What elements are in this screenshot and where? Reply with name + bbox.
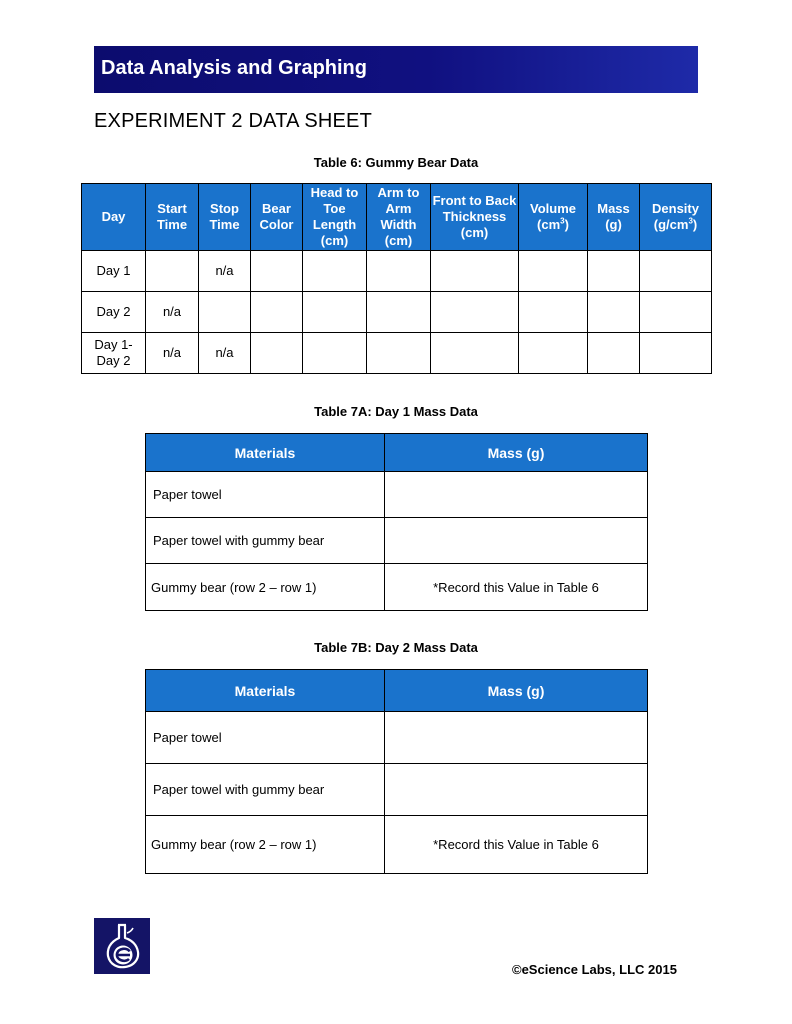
volume-label: Volume (cm: [530, 201, 576, 232]
table-cell[interactable]: [519, 251, 588, 292]
table-cell: Day 1- Day 2: [82, 333, 146, 374]
col-header-materials: Materials: [146, 434, 385, 472]
col-header-stop-time: Stop Time: [199, 184, 251, 251]
day1-mass-table: [145, 433, 648, 611]
col-header-materials: Materials: [146, 670, 385, 712]
table-cell[interactable]: [431, 333, 519, 374]
table-cell: n/a: [146, 292, 199, 333]
table-cell: Day 2: [82, 292, 146, 333]
table-cell[interactable]: [303, 333, 367, 374]
gummy-bear-data-table: [81, 183, 712, 374]
col-header-width: Arm to Arm Width (cm): [367, 184, 431, 251]
col-header-day: Day: [82, 184, 146, 251]
col-header-length: Head to Toe Length (cm): [303, 184, 367, 251]
col-header-start-time: Start Time: [146, 184, 199, 251]
mass-cell[interactable]: [385, 712, 648, 764]
copyright-text: ©eScience Labs, LLC 2015: [512, 962, 677, 977]
table-cell[interactable]: [431, 292, 519, 333]
table-row: [146, 518, 648, 564]
day2-mass-table: [145, 669, 648, 874]
table7b-caption: Table 7B: Day 2 Mass Data: [314, 640, 478, 655]
table-cell[interactable]: [251, 333, 303, 374]
table-cell[interactable]: [146, 251, 199, 292]
table-cell[interactable]: [367, 333, 431, 374]
density-label-end: ): [692, 217, 698, 232]
volume-exponent: 3: [560, 216, 565, 226]
table-row: [146, 816, 648, 874]
section-banner: [94, 46, 698, 93]
table-cell[interactable]: [588, 333, 640, 374]
col-header-volume: [519, 184, 588, 251]
table-cell[interactable]: [431, 251, 519, 292]
table-row: [82, 333, 712, 374]
table6-caption: Table 6: Gummy Bear Data: [313, 155, 479, 170]
table-cell[interactable]: [588, 251, 640, 292]
mass-cell[interactable]: *Record this Value in Table 6: [385, 816, 648, 874]
col-header-bear-color: Bear Color: [251, 184, 303, 251]
table-row: [146, 472, 648, 518]
sheet-title: EXPERIMENT 2 DATA SHEET: [94, 110, 372, 132]
table-cell: n/a: [199, 333, 251, 374]
table-cell[interactable]: [303, 251, 367, 292]
mass-cell[interactable]: [385, 518, 648, 564]
material-cell: Paper towel with gummy bear: [146, 518, 385, 564]
material-cell: Paper towel with gummy bear: [146, 764, 385, 816]
mass-cell[interactable]: [385, 472, 648, 518]
table-row: [82, 251, 712, 292]
mass-cell[interactable]: *Record this Value in Table 6: [385, 564, 648, 611]
table-cell[interactable]: [519, 292, 588, 333]
col-header-mass: Mass (g): [385, 670, 648, 712]
table-row: [146, 564, 648, 611]
volume-label-end: ): [564, 217, 569, 232]
material-cell: Paper towel: [146, 472, 385, 518]
table-cell[interactable]: [640, 292, 712, 333]
material-cell: Gummy bear (row 2 – row 1): [146, 816, 385, 874]
table7a-caption: Table 7A: Day 1 Mass Data: [314, 404, 478, 419]
table-cell[interactable]: [640, 333, 712, 374]
table-row: [82, 292, 712, 333]
table-cell[interactable]: [640, 251, 712, 292]
flask-e-logo-icon: [94, 918, 150, 974]
table-cell[interactable]: [367, 251, 431, 292]
material-cell: Gummy bear (row 2 – row 1): [146, 564, 385, 611]
density-exponent: 3: [688, 216, 693, 226]
table-cell[interactable]: [303, 292, 367, 333]
table-cell[interactable]: [251, 292, 303, 333]
table-cell[interactable]: [367, 292, 431, 333]
table-cell: n/a: [199, 251, 251, 292]
table-cell: Day 1: [82, 251, 146, 292]
table-cell[interactable]: [251, 251, 303, 292]
col-header-mass: Mass (g): [385, 434, 648, 472]
col-header-mass: Mass (g): [588, 184, 640, 251]
density-label: Density (g/cm: [652, 201, 699, 232]
table-cell[interactable]: [199, 292, 251, 333]
mass-cell[interactable]: [385, 764, 648, 816]
table-cell: n/a: [146, 333, 199, 374]
col-header-thickness: Front to Back Thickness (cm): [431, 184, 519, 251]
material-cell: Paper towel: [146, 712, 385, 764]
col-header-density: [640, 184, 712, 251]
table-cell[interactable]: [588, 292, 640, 333]
table-row: [146, 712, 648, 764]
table-row: [146, 764, 648, 816]
table-cell[interactable]: [519, 333, 588, 374]
escience-logo: [94, 918, 150, 974]
banner-title: Data Analysis and Graphing: [101, 57, 367, 79]
